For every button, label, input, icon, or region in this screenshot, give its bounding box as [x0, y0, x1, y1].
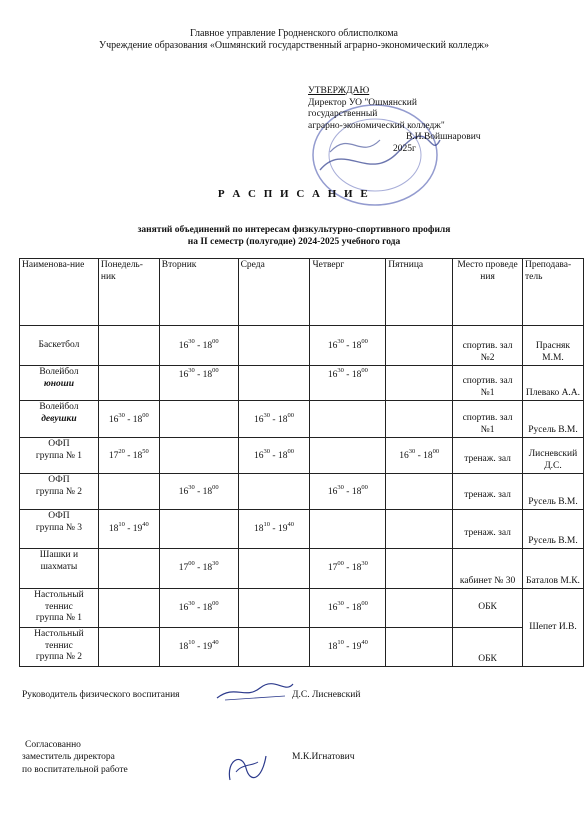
time-end-hour: 18	[351, 563, 362, 573]
cell-monday	[98, 474, 159, 510]
cell-place: ОБК	[453, 628, 523, 667]
time-start-min: 10	[337, 639, 344, 646]
head-label: Руководитель физического воспитания	[22, 690, 180, 700]
time-start-min: 30	[263, 448, 271, 455]
approval-title: УТВЕРЖДАЮ	[308, 86, 370, 96]
deputy-name: М.К.Игнатович	[292, 752, 355, 762]
time-start-min: 30	[188, 600, 195, 607]
time-end-min: 00	[287, 448, 294, 455]
activity-name-line2: девушки	[41, 413, 77, 424]
activity-name-line1: Волейбол	[39, 367, 79, 377]
time-start-hour: 16	[178, 603, 189, 613]
cell-tuesday	[159, 326, 238, 366]
cell-wednesday	[238, 366, 310, 401]
table-row	[20, 589, 584, 628]
cell-place: спортив. зал №1	[453, 401, 523, 438]
subtitle-line1: занятий объединений по интересам физкультурно-спортивного профиля	[137, 225, 451, 235]
col-header-monday: Понедель-ник	[98, 259, 159, 326]
activity-name-line1: Настольный теннис	[34, 629, 84, 651]
time-end-min: 00	[212, 484, 219, 491]
cell-tuesday	[159, 474, 238, 510]
cell-friday	[386, 326, 453, 366]
cell-friday	[386, 628, 453, 667]
activity-name	[20, 438, 99, 474]
head-signature	[215, 680, 295, 704]
time-end-min: 00	[142, 412, 149, 419]
cell-thursday	[310, 510, 386, 549]
time-start-min: 30	[263, 412, 271, 419]
activity-name-line2: группа № 1	[35, 450, 83, 461]
time-end-min: 00	[361, 338, 368, 346]
time-start-min: 30	[337, 484, 344, 491]
approval-director-name: В.И.Войшнарович	[406, 132, 481, 142]
cell-tuesday	[159, 510, 238, 549]
table-row	[20, 628, 584, 667]
approval-org-line2: аграрно-экономический колледж"	[308, 120, 445, 131]
col-header-friday: Пятница	[386, 259, 453, 326]
cell-tuesday	[159, 628, 238, 667]
time-start-hour: 16	[399, 451, 409, 461]
cell-place: тренаж. зал	[453, 438, 523, 474]
time-start-hour: 16	[254, 451, 264, 461]
col-header-teacher: Преподава-тель	[522, 259, 583, 326]
time-start-hour: 16	[327, 487, 338, 497]
time-start-hour: 17	[178, 563, 189, 573]
activity-name-line1: ОФП	[48, 439, 70, 449]
cell-teacher: Лисневский Д.С.	[522, 438, 583, 474]
page-subtitle	[0, 224, 588, 248]
cell-place: тренаж. зал	[453, 474, 523, 510]
time-sep: -	[124, 451, 133, 461]
cell-thursday	[310, 549, 386, 589]
cell-thursday	[310, 438, 386, 474]
time-end-min: 30	[212, 560, 219, 567]
time-start-min: 30	[337, 367, 344, 374]
time-end-hour: 18	[351, 370, 362, 380]
time-end-hour: 18	[202, 563, 213, 573]
time-sep: -	[194, 370, 203, 380]
approval-block	[308, 86, 498, 155]
activity-name	[20, 510, 99, 549]
time-end-hour: 18	[202, 603, 213, 613]
cell-friday	[386, 474, 453, 510]
time-sep: -	[343, 563, 352, 573]
cell-friday	[386, 438, 453, 474]
time-end-min: 40	[142, 521, 149, 528]
cell-monday	[98, 401, 159, 438]
time-sep: -	[124, 524, 133, 534]
cell-monday	[98, 510, 159, 549]
time-start-min: 00	[188, 560, 195, 567]
subtitle-line2: на II семестр (полугодие) 2024-2025 учебного года	[187, 237, 401, 247]
cell-friday	[386, 366, 453, 401]
cell-tuesday	[159, 366, 238, 401]
cell-wednesday	[238, 326, 310, 366]
time-start-hour: 16	[178, 341, 189, 352]
time-end-hour: 19	[132, 524, 143, 534]
approval-org-line1: государственный	[308, 109, 378, 119]
cell-thursday	[310, 474, 386, 510]
cell-teacher: Плевако А.А.	[522, 366, 583, 401]
time-end-min: 00	[432, 448, 440, 455]
cell-teacher: Русель В.М.	[522, 474, 583, 510]
time-start-min: 10	[118, 521, 125, 528]
cell-place: ОБК	[453, 589, 523, 628]
org-header-line2: Учреждение образования «Ошмянский государственный аграрно-экономический колледж»	[99, 40, 489, 51]
activity-name	[20, 401, 99, 438]
col-header-name: Наименова-ние	[20, 259, 99, 326]
table-row	[20, 326, 584, 366]
cell-wednesday	[238, 401, 310, 438]
activity-name-line2: шахматы	[40, 561, 78, 572]
time-start-min: 30	[188, 338, 195, 346]
time-end-hour: 18	[202, 487, 213, 497]
cell-monday	[98, 549, 159, 589]
cell-teacher: Русель В.М.	[522, 401, 583, 438]
cell-friday	[386, 510, 453, 549]
cell-wednesday	[238, 438, 310, 474]
time-start-hour: 16	[327, 370, 338, 380]
deputy-title-line2: по воспитательной работе	[22, 765, 128, 775]
cell-monday	[98, 366, 159, 401]
time-end-min: 00	[361, 367, 368, 374]
cell-monday	[98, 589, 159, 628]
cell-thursday	[310, 401, 386, 438]
col-header-place: Место проведе ния	[453, 259, 523, 326]
time-sep: -	[343, 642, 352, 652]
cell-tuesday	[159, 401, 238, 438]
cell-friday	[386, 589, 453, 628]
table-header-row	[20, 259, 584, 326]
cell-monday	[98, 438, 159, 474]
table-row	[20, 438, 584, 474]
activity-name-line1: Шашки и	[39, 550, 79, 560]
time-sep: -	[124, 415, 133, 425]
deputy-signature	[222, 750, 270, 786]
time-start-min: 00	[337, 560, 344, 567]
cell-place: спортив. зал №1	[453, 366, 523, 401]
time-start-hour: 16	[178, 370, 189, 380]
activity-name-line1: Баскетбол	[38, 339, 80, 350]
time-start-hour: 17	[108, 451, 119, 461]
time-end-hour: 18	[132, 415, 143, 425]
time-sep: -	[270, 415, 278, 425]
time-start-hour: 18	[108, 524, 119, 534]
time-sep: -	[270, 524, 278, 534]
cell-teacher: Шепет И.В.	[522, 589, 583, 667]
approval-date: 2025г	[393, 143, 416, 154]
cell-teacher: Баталов М.К.	[522, 549, 583, 589]
agreed-label: Согласованно	[25, 740, 81, 750]
cell-tuesday	[159, 589, 238, 628]
org-header-line1: Главное управление Гродненского облисполкома	[190, 28, 398, 39]
table-row	[20, 474, 584, 510]
time-end-hour: 18	[423, 451, 433, 461]
time-end-hour: 18	[351, 487, 362, 497]
time-end-min: 00	[361, 484, 368, 491]
cell-wednesday	[238, 510, 310, 549]
activity-name-line2: группа № 1	[35, 613, 83, 623]
time-start-hour: 17	[327, 563, 338, 573]
time-end-min: 00	[212, 338, 219, 346]
time-start-hour: 16	[108, 415, 119, 425]
time-end-min: 00	[212, 367, 219, 374]
time-end-min: 30	[361, 560, 368, 567]
page-title: Р А С П И С А Н И Е	[217, 188, 371, 200]
time-end-hour: 18	[202, 370, 213, 380]
cell-teacher: Прасняк М.М.	[522, 326, 583, 366]
cell-thursday	[310, 628, 386, 667]
time-sep: -	[343, 370, 352, 380]
cell-tuesday	[159, 549, 238, 589]
time-start-min: 30	[188, 367, 195, 374]
activity-name-line1: Волейбол	[39, 402, 79, 412]
activity-name-line1: ОФП	[48, 475, 70, 485]
cell-wednesday	[238, 474, 310, 510]
time-sep: -	[343, 341, 352, 352]
activity-name-line1: ОФП	[48, 511, 70, 521]
cell-place: кабинет № 30	[453, 549, 523, 589]
activity-name	[20, 589, 99, 628]
time-start-hour: 16	[178, 487, 189, 497]
time-sep: -	[194, 603, 203, 613]
time-start-min: 30	[337, 600, 344, 607]
activity-name-line1: Настольный теннис	[34, 590, 84, 612]
time-end-hour: 19	[351, 642, 362, 652]
cell-teacher: Русель В.М.	[522, 510, 583, 549]
cell-wednesday	[238, 549, 310, 589]
time-sep: -	[194, 642, 203, 652]
time-end-min: 50	[142, 448, 149, 455]
cell-place: тренаж. зал	[453, 510, 523, 549]
activity-name	[20, 549, 99, 589]
time-sep: -	[343, 487, 352, 497]
schedule-table	[19, 258, 584, 667]
time-end-hour: 18	[277, 451, 288, 461]
time-start-hour: 16	[327, 603, 338, 613]
cell-monday	[98, 628, 159, 667]
time-start-min: 30	[337, 338, 344, 346]
time-end-min: 00	[287, 412, 294, 419]
col-header-tuesday: Вторник	[159, 259, 238, 326]
time-end-hour: 19	[277, 524, 288, 534]
table-row	[20, 510, 584, 549]
time-end-hour: 18	[277, 415, 288, 425]
time-start-hour: 18	[178, 642, 189, 652]
cell-monday	[98, 326, 159, 366]
time-start-min: 30	[118, 412, 125, 419]
time-sep: -	[415, 451, 424, 461]
table-row	[20, 401, 584, 438]
cell-thursday	[310, 366, 386, 401]
time-sep: -	[194, 563, 203, 573]
activity-name-line2: юноши	[43, 378, 74, 389]
cell-wednesday	[238, 589, 310, 628]
table-row	[20, 366, 584, 401]
table-row	[20, 549, 584, 589]
time-end-hour: 18	[132, 451, 143, 461]
activity-name	[20, 326, 99, 366]
time-end-min: 00	[361, 600, 368, 607]
activity-name	[20, 628, 99, 667]
activity-name	[20, 474, 99, 510]
time-end-min: 40	[212, 639, 219, 646]
time-end-hour: 18	[202, 341, 213, 352]
time-start-min: 30	[188, 484, 195, 491]
head-name: Д.С. Лисневский	[292, 690, 361, 700]
time-end-hour: 19	[202, 642, 213, 652]
time-start-hour: 18	[327, 642, 338, 652]
time-sep: -	[343, 603, 352, 613]
cell-thursday	[310, 326, 386, 366]
activity-name-line2: группа № 2	[35, 652, 83, 662]
time-end-min: 00	[212, 600, 219, 607]
time-sep: -	[270, 451, 278, 461]
activity-name	[20, 366, 99, 401]
time-end-hour: 18	[351, 341, 362, 352]
col-header-thursday: Четверг	[310, 259, 386, 326]
cell-tuesday	[159, 438, 238, 474]
time-end-min: 40	[361, 639, 368, 646]
col-header-wednesday: Среда	[238, 259, 310, 326]
approval-director: Директор УО "Ошмянский	[308, 97, 417, 108]
cell-place: спортив. зал №2	[453, 326, 523, 366]
cell-thursday	[310, 589, 386, 628]
time-start-hour: 16	[327, 341, 338, 352]
time-sep: -	[194, 487, 203, 497]
activity-name-line2: группа № 3	[35, 522, 83, 533]
time-start-hour: 16	[254, 415, 264, 425]
cell-wednesday	[238, 628, 310, 667]
time-end-hour: 18	[351, 603, 362, 613]
time-end-min: 40	[287, 521, 294, 528]
time-sep: -	[194, 341, 203, 352]
cell-friday	[386, 401, 453, 438]
time-start-min: 20	[118, 448, 125, 455]
time-start-min: 10	[263, 521, 271, 528]
time-start-min: 30	[408, 448, 416, 455]
deputy-title-line1: заместитель директора	[22, 752, 115, 762]
time-start-min: 10	[188, 639, 195, 646]
cell-friday	[386, 549, 453, 589]
time-start-hour: 18	[254, 524, 264, 534]
activity-name-line2: группа № 2	[35, 486, 83, 497]
